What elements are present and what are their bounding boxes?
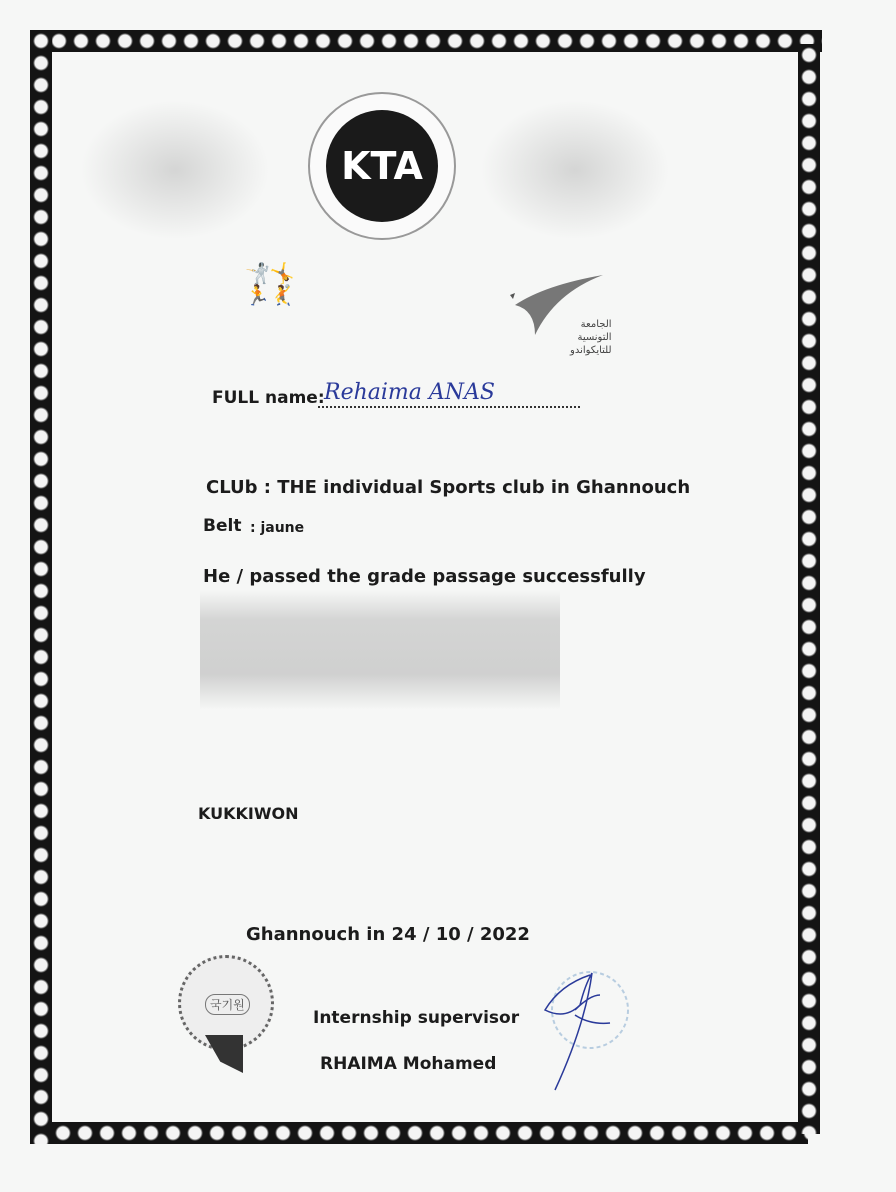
kta-logo: KTA	[308, 92, 456, 240]
signature	[530, 965, 630, 1095]
club-line: CLUb : THE individual Sports club in Ghannouch	[206, 477, 691, 498]
belt-value: : jaune	[250, 520, 305, 536]
phoenix-watermark-right	[480, 100, 670, 240]
kukkiwon-seal: 국기원	[178, 955, 274, 1051]
supervisor-title: Internship supervisor	[313, 1008, 520, 1028]
building-watermark	[200, 590, 560, 710]
decorative-border-left	[30, 30, 52, 1144]
statement: He / passed the grade passage successfully	[203, 566, 646, 587]
full-name-handwritten: Rehaima ANAS	[324, 380, 495, 405]
place-date: Ghannouch in 24 / 10 / 2022	[246, 924, 530, 945]
athletes-logo-icon: 🤺🤸 🏃🤾	[245, 261, 295, 307]
decorative-border-right	[798, 44, 820, 1134]
supervisor-name: RHAIMA Mohamed	[320, 1054, 497, 1074]
decorative-border-bottom	[30, 1122, 808, 1144]
federation-arabic-name: الجامعة التونسية للتايكواندو	[570, 319, 612, 356]
organization: KUKKIWON	[198, 804, 299, 823]
seal-ribbon	[205, 1035, 243, 1073]
full-name-label: FULL name:	[212, 388, 325, 408]
full-name-dotted-line	[318, 406, 580, 408]
belt-label: Belt	[203, 516, 242, 536]
phoenix-watermark-left	[80, 100, 270, 240]
decorative-border-top	[48, 30, 822, 52]
